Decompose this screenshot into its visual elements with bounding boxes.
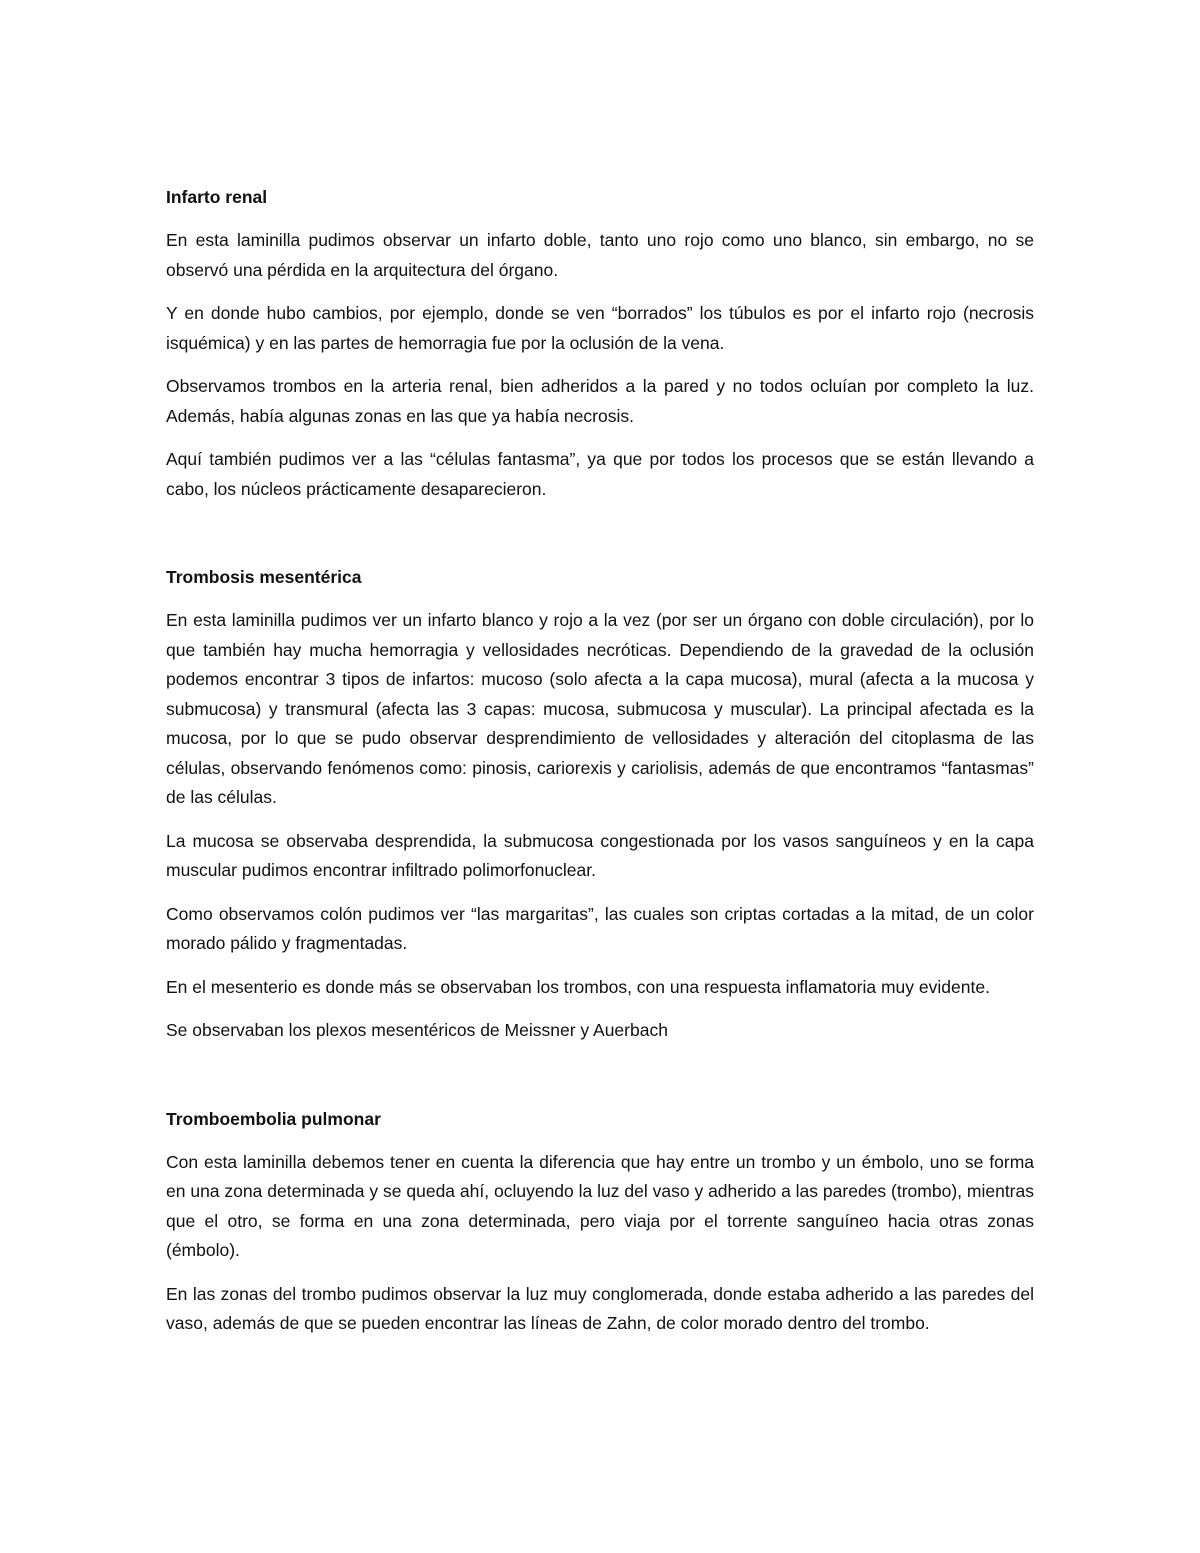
- paragraph: En esta laminilla pudimos observar un infarto doble, tanto uno rojo como uno blanco, sin embargo, no se observó una pérdida en la arquitectura del órgano.: [166, 230, 1034, 280]
- paragraph: En el mesenterio es donde más se observaban los trombos, con una respuesta inflamatoria muy evidente.: [166, 976, 990, 997]
- paragraph: Con esta laminilla debemos tener en cuenta la diferencia que hay entre un trombo y un émbolo, uno se forma en una zona determinada y se queda ahí, ocluyendo la luz del vaso y adherido a las paredes (trombo), mientras que el otro, se forma en una zona determinada, pero viaja por el torrente sanguíneo hacia otras zonas (émbolo).: [166, 1151, 1034, 1260]
- paragraph: Se observaban los plexos mesentéricos de Meissner y Auerbach: [166, 1020, 668, 1040]
- section-title: Trombosis mesentérica: [166, 567, 362, 587]
- paragraph: En las zonas del trombo pudimos observar la luz muy conglomerada, donde estaba adherido a las paredes del vaso, además de que se pueden encontrar las líneas de Zahn, de color morado dentro del trombo.: [166, 1283, 1034, 1333]
- paragraph: Y en donde hubo cambios, por ejemplo, donde se ven “borrados” los túbulos es por el infarto rojo (necrosis isquémica) y en las partes de hemorragia fue por la oclusión de la vena.: [166, 303, 1034, 353]
- document-page: [166, 183, 1034, 1353]
- paragraph: En esta laminilla pudimos ver un infarto blanco y rojo a la vez (por ser un órgano con doble circulación), por lo que también hay mucha hemorragia y vellosidades necróticas. Dependiendo de la gravedad de la oclusión podemos encontrar 3 tipos de infartos: mucoso (solo afecta a la capa mucosa), mural (afecta a la mucosa y submucosa) y transmural (afecta las 3 capas: mucosa, submucosa y muscular). La principal afectada es la mucosa, por lo que se pudo observar desprendimiento de vellosidades y alteración del citoplasma de las células, observando fenómenos como: pinosis, cariorexis y cariolisis, además de que encontramos “fantasmas” de las células.: [166, 610, 1034, 807]
- paragraph: La mucosa se observaba desprendida, la submucosa congestionada por los vasos sanguíneos y en la capa muscular pudimos encontrar infiltrado polimorfonuclear.: [166, 830, 1034, 880]
- section-tromboembolia-pulmonar: [166, 1105, 1034, 1339]
- paragraph: Aquí también pudimos ver a las “células fantasma”, ya que por todos los procesos que se están llevando a cabo, los núcleos prácticamente desaparecieron.: [166, 449, 1034, 499]
- paragraph: Como observamos colón pudimos ver “las margaritas”, las cuales son criptas cortadas a la mitad, de un color morado pálido y fragmentadas.: [166, 903, 1034, 953]
- section-infarto-renal: [166, 183, 1034, 504]
- paragraph: Observamos trombos en la arteria renal, bien adheridos a la pared y no todos ocluían por completo la luz. Además, había algunas zonas en las que ya había necrosis.: [166, 376, 1034, 426]
- section-title: Tromboembolia pulmonar: [166, 1108, 381, 1129]
- section-title: Infarto renal: [166, 187, 268, 207]
- section-spacer: [166, 518, 1034, 563]
- section-trombosis-mesenterica: [166, 563, 1034, 1046]
- section-spacer: [166, 1060, 1034, 1105]
